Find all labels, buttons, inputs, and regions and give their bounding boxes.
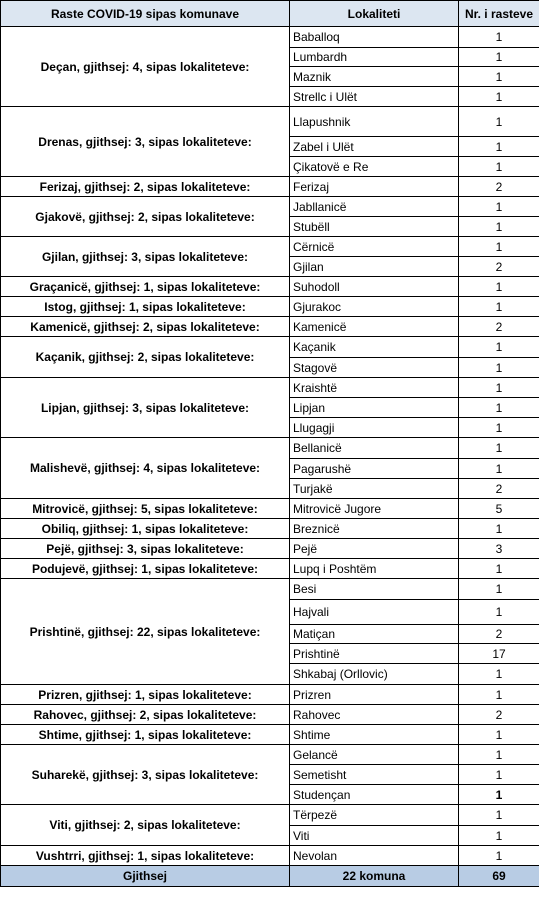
case-count-cell: 1 [459, 87, 539, 107]
locality-cell: Kraishtë [290, 378, 459, 398]
municipality-cell: Suharekë, gjithsej: 3, sipas lokaliteteve: [1, 745, 290, 805]
municipality-cell: Lipjan, gjithsej: 3, sipas lokaliteteve: [1, 378, 290, 438]
table-row [1, 805, 539, 826]
municipality-cell: Pejë, gjithsej: 3, sipas lokaliteteve: [1, 539, 290, 559]
locality-cell: Gelancë [290, 745, 459, 765]
municipality-cell: Gjakovë, gjithsej: 2, sipas lokaliteteve: [1, 197, 290, 237]
locality-cell: Strellc i Ulët [290, 87, 459, 107]
municipality-cell: Podujevë, gjithsej: 1, sipas lokaliteteve: [1, 559, 290, 579]
locality-cell: Bellanicë [290, 438, 459, 459]
locality-cell: Lupq i Poshtëm [290, 559, 459, 579]
case-count-cell: 2 [459, 317, 539, 337]
case-count-cell: 1 [459, 398, 539, 418]
table-body [1, 27, 539, 866]
table-row [1, 539, 539, 559]
table-row [1, 519, 539, 539]
municipality-cell: Istog, gjithsej: 1, sipas lokaliteteve: [1, 297, 290, 317]
table-row [1, 277, 539, 297]
locality-cell: Lipjan [290, 398, 459, 418]
municipality-cell: Graçanicë, gjithsej: 1, sipas lokaliteteve: [1, 277, 290, 297]
municipality-column-header: Raste COVID-19 sipas komunave [1, 1, 290, 27]
case-count-cell: 2 [459, 257, 539, 277]
case-count-cell: 2 [459, 479, 539, 499]
case-count-cell: 1 [459, 459, 539, 479]
table-row [1, 846, 539, 866]
locality-cell: Ferizaj [290, 177, 459, 197]
locality-cell: Mitrovicë Jugore [290, 499, 459, 519]
case-count-cell: 1 [459, 217, 539, 237]
table-row [1, 297, 539, 317]
locality-cell: Tërpezë [290, 805, 459, 826]
locality-cell: Hajvali [290, 600, 459, 625]
municipality-cell: Mitrovicë, gjithsej: 5, sipas lokaliteteve: [1, 499, 290, 519]
case-count-cell: 1 [459, 519, 539, 539]
locality-cell: Suhodoll [290, 277, 459, 297]
case-count-cell: 1 [459, 237, 539, 257]
locality-cell: Gjilan [290, 257, 459, 277]
table-row [1, 317, 539, 337]
case-count-cell: 1 [459, 785, 539, 805]
case-count-cell: 1 [459, 685, 539, 705]
table-row [1, 107, 539, 137]
municipality-cell: Prishtinë, gjithsej: 22, sipas lokaliteteve: [1, 579, 290, 685]
locality-cell: Stagovë [290, 358, 459, 378]
case-count-cell: 1 [459, 438, 539, 459]
case-count-cell: 1 [459, 378, 539, 398]
locality-column-header: Lokaliteti [290, 1, 459, 27]
case-count-cell: 1 [459, 418, 539, 438]
case-count-cell: 2 [459, 625, 539, 644]
municipality-cell: Malishevë, gjithsej: 4, sipas lokaliteteve: [1, 438, 290, 499]
locality-cell: Kamenicë [290, 317, 459, 337]
case-count-cell: 1 [459, 337, 539, 358]
case-count-cell: 1 [459, 745, 539, 765]
case-count-cell: 1 [459, 559, 539, 579]
table-row [1, 177, 539, 197]
locality-cell: Llugagji [290, 418, 459, 438]
count-column-header: Nr. i rasteve [459, 1, 539, 27]
table-row [1, 337, 539, 358]
locality-cell: Besi [290, 579, 459, 600]
locality-cell: Prishtinë [290, 644, 459, 664]
table-row [1, 745, 539, 765]
table-row [1, 27, 539, 48]
case-count-cell: 17 [459, 644, 539, 664]
locality-cell: Llapushnik [290, 107, 459, 137]
case-count-cell: 1 [459, 805, 539, 826]
table-row [1, 559, 539, 579]
locality-cell: Prizren [290, 685, 459, 705]
table-row [1, 705, 539, 725]
municipality-cell: Kaçanik, gjithsej: 2, sipas lokaliteteve: [1, 337, 290, 378]
locality-cell: Semetisht [290, 765, 459, 785]
table-row [1, 237, 539, 257]
locality-cell: Gjurakoc [290, 297, 459, 317]
locality-cell: Breznicë [290, 519, 459, 539]
municipality-cell: Prizren, gjithsej: 1, sipas lokaliteteve: [1, 685, 290, 705]
case-count-cell: 1 [459, 725, 539, 745]
municipality-cell: Vushtrri, gjithsej: 1, sipas lokaliteteve: [1, 846, 290, 866]
case-count-cell: 2 [459, 705, 539, 725]
case-count-cell: 1 [459, 67, 539, 87]
municipality-cell: Drenas, gjithsej: 3, sipas lokaliteteve: [1, 107, 290, 177]
locality-cell: Baballoq [290, 27, 459, 48]
case-count-cell: 1 [459, 48, 539, 67]
case-count-cell: 1 [459, 137, 539, 157]
locality-cell: Maznik [290, 67, 459, 87]
municipality-cell: Deçan, gjithsej: 4, sipas lokaliteteve: [1, 27, 290, 107]
table-row [1, 685, 539, 705]
total-label: Gjithsej [1, 866, 290, 887]
case-count-cell: 2 [459, 177, 539, 197]
municipality-cell: Obiliq, gjithsej: 1, sipas lokaliteteve: [1, 519, 290, 539]
case-count-cell: 3 [459, 539, 539, 559]
total-row [1, 866, 539, 887]
total-municipalities: 22 komuna [290, 866, 459, 887]
case-count-cell: 1 [459, 157, 539, 177]
locality-cell: Pagarushë [290, 459, 459, 479]
municipality-cell: Shtime, gjithsej: 1, sipas lokaliteteve: [1, 725, 290, 745]
locality-cell: Jabllanicë [290, 197, 459, 217]
locality-cell: Stubëll [290, 217, 459, 237]
case-count-cell: 1 [459, 107, 539, 137]
locality-cell: Matiçan [290, 625, 459, 644]
case-count-cell: 1 [459, 826, 539, 846]
table-row [1, 579, 539, 600]
table-row [1, 438, 539, 459]
case-count-cell: 1 [459, 197, 539, 217]
locality-cell: Studençan [290, 785, 459, 805]
municipality-cell: Ferizaj, gjithsej: 2, sipas lokaliteteve: [1, 177, 290, 197]
case-count-cell: 1 [459, 846, 539, 866]
locality-cell: Lumbardh [290, 48, 459, 67]
locality-cell: Viti [290, 826, 459, 846]
municipality-cell: Viti, gjithsej: 2, sipas lokaliteteve: [1, 805, 290, 846]
total-count: 69 [459, 866, 539, 887]
case-count-cell: 1 [459, 664, 539, 685]
locality-cell: Cërnicë [290, 237, 459, 257]
municipality-cell: Gjilan, gjithsej: 3, sipas lokaliteteve: [1, 237, 290, 277]
case-count-cell: 1 [459, 277, 539, 297]
locality-cell: Kaçanik [290, 337, 459, 358]
locality-cell: Shtime [290, 725, 459, 745]
case-count-cell: 1 [459, 358, 539, 378]
table-row [1, 378, 539, 398]
locality-cell: Nevolan [290, 846, 459, 866]
table-row [1, 499, 539, 519]
municipality-cell: Rahovec, gjithsej: 2, sipas lokaliteteve: [1, 705, 290, 725]
header-row [1, 1, 539, 27]
municipality-cell: Kamenicë, gjithsej: 2, sipas lokaliteteve: [1, 317, 290, 337]
case-count-cell: 1 [459, 27, 539, 48]
locality-cell: Turjakë [290, 479, 459, 499]
case-count-cell: 1 [459, 765, 539, 785]
case-count-cell: 1 [459, 579, 539, 600]
locality-cell: Çikatovë e Re [290, 157, 459, 177]
case-count-cell: 1 [459, 297, 539, 317]
locality-cell: Shkabaj (Orllovic) [290, 664, 459, 685]
table-row [1, 725, 539, 745]
locality-cell: Zabel i Ulët [290, 137, 459, 157]
locality-cell: Rahovec [290, 705, 459, 725]
case-count-cell: 5 [459, 499, 539, 519]
locality-cell: Pejë [290, 539, 459, 559]
table-row [1, 197, 539, 217]
case-count-cell: 1 [459, 600, 539, 625]
